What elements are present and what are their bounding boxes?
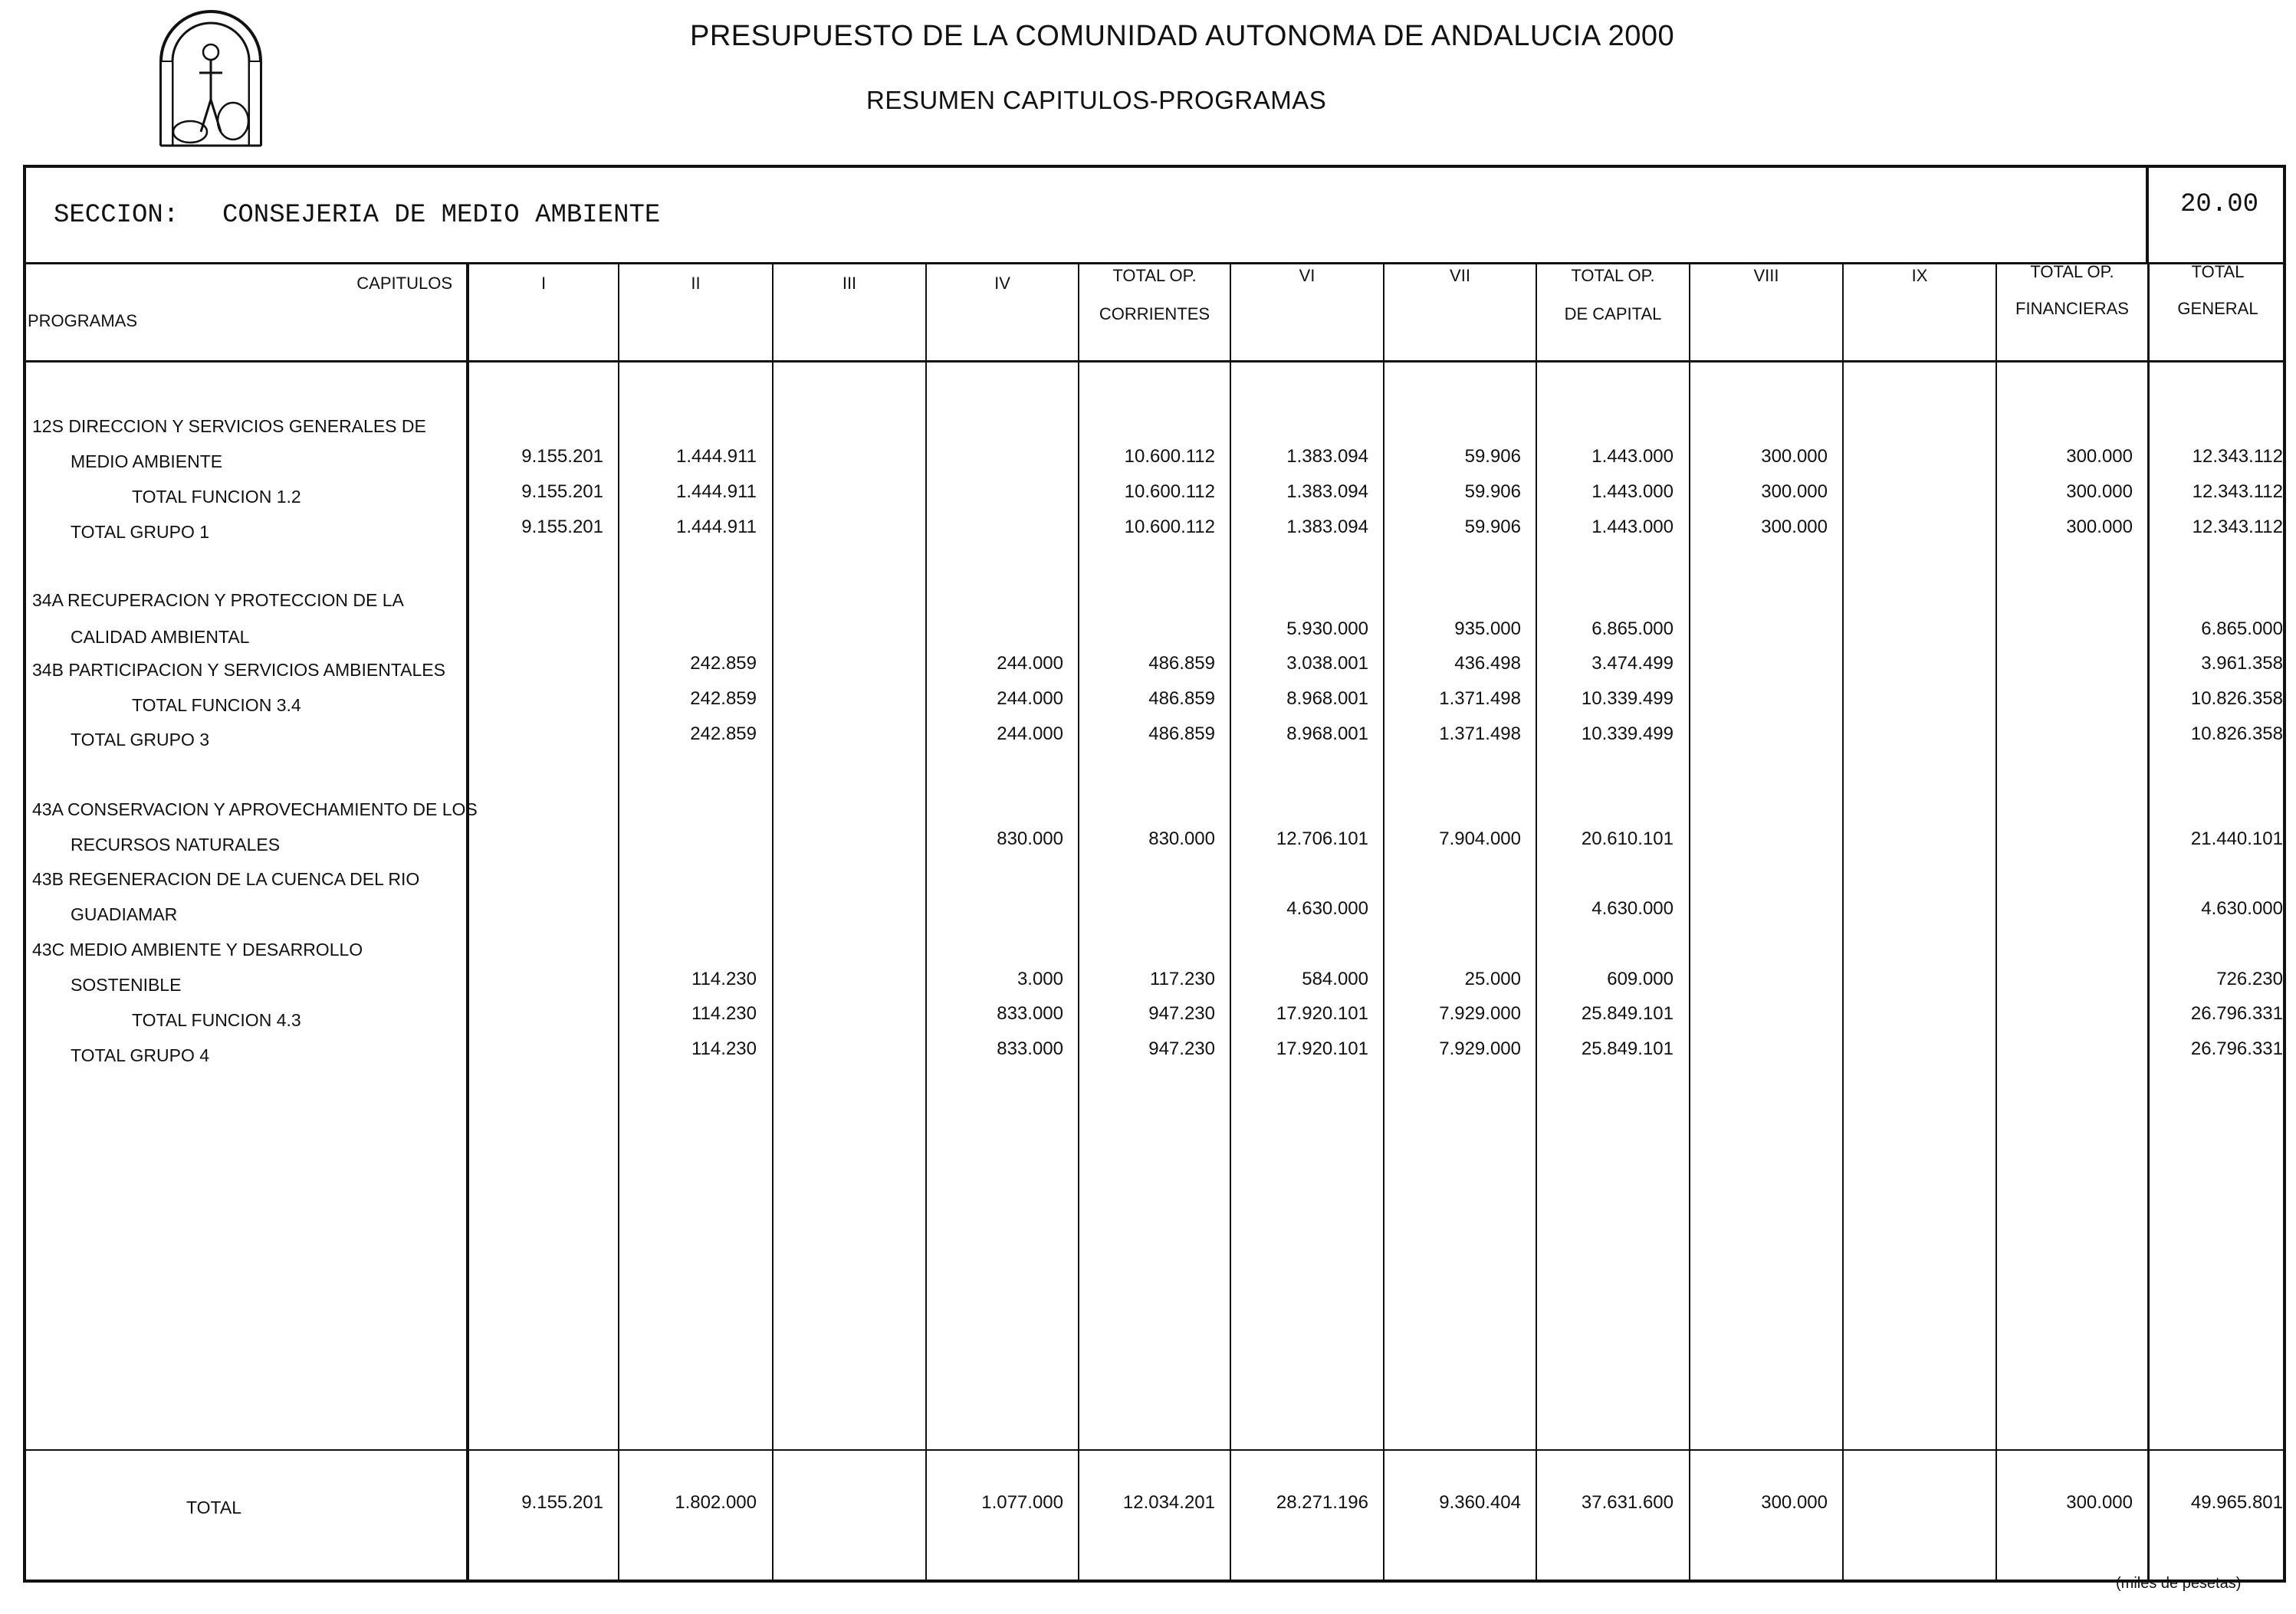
cell-ii: 242.859 — [690, 723, 757, 744]
cell-ii: 114.230 — [691, 969, 757, 989]
total-cell-iv: 1.077.000 — [981, 1492, 1063, 1513]
cell-ii: 1.444.911 — [676, 481, 757, 502]
header-total-capital-1: TOTAL OP. — [1571, 266, 1655, 285]
row-label: 34B PARTICIPACION Y SERVICIOS AMBIENTALES — [32, 660, 445, 680]
cell-tg: 12.343.112 — [2192, 481, 2283, 502]
cell-tg: 12.343.112 — [2192, 446, 2283, 467]
cell-toc: 10.600.112 — [1124, 446, 1215, 467]
cell-vii: 7.929.000 — [1439, 1003, 1521, 1024]
cell-tg: 10.826.358 — [2190, 723, 2283, 744]
header-col-viii: VIII — [1753, 266, 1779, 285]
header-capitulos: CAPITULOS — [356, 274, 452, 293]
cell-i: 9.155.201 — [521, 481, 603, 502]
cell-toc: 117.230 — [1150, 969, 1215, 989]
cell-toc: 486.859 — [1148, 653, 1215, 674]
cell-vii: 59.906 — [1464, 481, 1521, 502]
header-col-ix: IX — [1911, 266, 1928, 285]
cell-vii: 1.371.498 — [1439, 723, 1521, 744]
header-total-corrientes-2: CORRIENTES — [1099, 304, 1210, 323]
section-code: 20.00 — [2180, 190, 2259, 219]
cell-tg: 726.230 — [2216, 969, 2283, 989]
total-cell-i: 9.155.201 — [521, 1492, 603, 1513]
row-label-continuation: CALIDAD AMBIENTAL — [71, 627, 250, 647]
header-col-vi: VI — [1299, 266, 1316, 285]
row-label: TOTAL GRUPO 3 — [71, 730, 210, 750]
header-col-iii: III — [842, 274, 857, 293]
total-cell-ii: 1.802.000 — [675, 1492, 757, 1513]
cell-i: 9.155.201 — [521, 446, 603, 467]
cell-tg: 6.865.000 — [2201, 618, 2283, 639]
header-total-capital-2: DE CAPITAL — [1564, 304, 1662, 323]
cell-tg: 21.440.101 — [2190, 828, 2283, 849]
cell-tcap: 1.443.000 — [1591, 481, 1674, 502]
cell-tcap: 20.610.101 — [1581, 828, 1674, 849]
section-code-divider — [2146, 165, 2149, 264]
cell-vi: 8.968.001 — [1286, 688, 1368, 709]
cell-tcap: 10.339.499 — [1581, 688, 1674, 709]
cell-tcap: 10.339.499 — [1581, 723, 1674, 744]
cell-ii: 242.859 — [690, 688, 757, 709]
cell-toc: 947.230 — [1148, 1038, 1215, 1059]
cell-vii: 7.929.000 — [1439, 1038, 1521, 1059]
cell-vi: 17.920.101 — [1276, 1038, 1368, 1059]
total-cell-tcap: 37.631.600 — [1581, 1492, 1674, 1513]
cell-tcap: 6.865.000 — [1591, 618, 1674, 639]
cell-viii: 300.000 — [1761, 481, 1828, 502]
header-total-general-1: TOTAL — [2191, 262, 2245, 281]
row-label: 43A CONSERVACION Y APROVECHAMIENTO DE LOS — [32, 799, 478, 819]
row-label: TOTAL FUNCION 4.3 — [132, 1010, 301, 1030]
row-label: TOTAL FUNCION 3.4 — [132, 695, 301, 715]
row-label-continuation: MEDIO AMBIENTE — [71, 451, 223, 471]
cell-viii: 300.000 — [1761, 517, 1828, 537]
cell-vi: 1.383.094 — [1286, 517, 1368, 537]
cell-tg: 12.343.112 — [2192, 517, 2283, 537]
total-cell-tg: 49.965.801 — [2190, 1492, 2283, 1513]
cell-tg: 26.796.331 — [2190, 1038, 2283, 1059]
cell-vi: 8.968.001 — [1286, 723, 1368, 744]
cell-viii: 300.000 — [1761, 446, 1828, 467]
cell-tfin: 300.000 — [2066, 446, 2133, 467]
cell-vii: 25.000 — [1464, 969, 1521, 989]
row-label-continuation: SOSTENIBLE — [71, 975, 182, 995]
header-divider — [23, 360, 2286, 362]
cell-vi: 12.706.101 — [1276, 828, 1368, 849]
cell-tg: 4.630.000 — [2201, 898, 2283, 919]
row-label: TOTAL FUNCION 1.2 — [132, 487, 301, 507]
header-total-financieras-2: FINANCIERAS — [2015, 299, 2129, 318]
cell-iv: 244.000 — [997, 653, 1063, 674]
section-label: SECCION: — [54, 201, 179, 230]
cell-vii: 7.904.000 — [1439, 828, 1521, 849]
header-col-iv: IV — [994, 274, 1010, 293]
cell-tfin: 300.000 — [2066, 517, 2133, 537]
section-name: CONSEJERIA DE MEDIO AMBIENTE — [222, 201, 661, 230]
cell-ii: 114.230 — [691, 1003, 757, 1024]
row-label: TOTAL GRUPO 1 — [71, 522, 210, 542]
cell-vi: 3.038.001 — [1286, 653, 1368, 674]
cell-ii: 114.230 — [691, 1038, 757, 1059]
document-title: PRESUPUESTO DE LA COMUNIDAD AUTONOMA DE ANDALUCIA 2000 — [690, 20, 1675, 52]
total-cell-tfin: 300.000 — [2066, 1492, 2133, 1513]
document-subtitle: RESUMEN CAPITULOS-PROGRAMAS — [866, 86, 1327, 114]
cell-tcap: 609.000 — [1607, 969, 1674, 989]
header-col-i: I — [540, 274, 547, 293]
row-label: 12S DIRECCION Y SERVICIOS GENERALES DE — [32, 416, 426, 436]
cell-tcap: 25.849.101 — [1581, 1003, 1674, 1024]
cell-tcap: 4.630.000 — [1591, 898, 1674, 919]
total-cell-toc: 12.034.201 — [1122, 1492, 1215, 1513]
cell-toc: 486.859 — [1148, 688, 1215, 709]
cell-vi: 584.000 — [1302, 969, 1368, 989]
cell-iv: 833.000 — [997, 1038, 1063, 1059]
cell-iv: 244.000 — [997, 723, 1063, 744]
header-total-general-2: GENERAL — [2177, 299, 2258, 318]
cell-tg: 10.826.358 — [2190, 688, 2283, 709]
row-label: 43B REGENERACION DE LA CUENCA DEL RIO — [32, 869, 420, 889]
cell-iv: 833.000 — [997, 1003, 1063, 1024]
total-cell-vi: 28.271.196 — [1276, 1492, 1368, 1513]
row-label-continuation: GUADIAMAR — [71, 904, 178, 924]
cell-tg: 3.961.358 — [2201, 653, 2283, 674]
cell-toc: 10.600.112 — [1124, 517, 1215, 537]
emblem-logo — [153, 0, 268, 153]
total-label: TOTAL — [186, 1498, 241, 1517]
cell-ii: 242.859 — [690, 653, 757, 674]
cell-toc: 830.000 — [1148, 828, 1215, 849]
header-col-vii: VII — [1450, 266, 1470, 285]
cell-tcap: 1.443.000 — [1591, 446, 1674, 467]
cell-vii: 1.371.498 — [1439, 688, 1521, 709]
cell-toc: 10.600.112 — [1124, 481, 1215, 502]
cell-vi: 17.920.101 — [1276, 1003, 1368, 1024]
total-divider — [23, 1449, 2286, 1451]
cell-iv: 244.000 — [997, 688, 1063, 709]
units-footnote: (miles de pesetas) — [2116, 1575, 2242, 1592]
cell-vi: 1.383.094 — [1286, 446, 1368, 467]
cell-tg: 26.796.331 — [2190, 1003, 2283, 1024]
row-label-continuation: RECURSOS NATURALES — [71, 835, 281, 855]
header-programas: PROGRAMAS — [28, 311, 138, 330]
row-label: 34A RECUPERACION Y PROTECCION DE LA — [32, 590, 404, 610]
header-col-ii: II — [691, 274, 701, 293]
cell-vi: 4.630.000 — [1286, 898, 1368, 919]
cell-toc: 947.230 — [1148, 1003, 1215, 1024]
cell-vii: 59.906 — [1464, 517, 1521, 537]
cell-ii: 1.444.911 — [676, 517, 757, 537]
cell-iv: 3.000 — [1017, 969, 1063, 989]
cell-tfin: 300.000 — [2066, 481, 2133, 502]
cell-vii: 59.906 — [1464, 446, 1521, 467]
cell-vii: 436.498 — [1454, 653, 1521, 674]
cell-vi: 5.930.000 — [1286, 618, 1368, 639]
total-cell-viii: 300.000 — [1761, 1492, 1828, 1513]
header-total-corrientes-1: TOTAL OP. — [1112, 266, 1197, 285]
cell-i: 9.155.201 — [521, 517, 603, 537]
cell-tcap: 25.849.101 — [1581, 1038, 1674, 1059]
cell-vii: 935.000 — [1454, 618, 1521, 639]
row-label: 43C MEDIO AMBIENTE Y DESARROLLO — [32, 940, 363, 960]
cell-toc: 486.859 — [1148, 723, 1215, 744]
cell-tcap: 3.474.499 — [1591, 653, 1674, 674]
total-cell-vii: 9.360.404 — [1439, 1492, 1521, 1513]
cell-vi: 1.383.094 — [1286, 481, 1368, 502]
header-total-financieras-1: TOTAL OP. — [2030, 262, 2114, 281]
cell-ii: 1.444.911 — [676, 446, 757, 467]
cell-tcap: 1.443.000 — [1591, 517, 1674, 537]
cell-iv: 830.000 — [997, 828, 1063, 849]
row-label: TOTAL GRUPO 4 — [71, 1045, 210, 1065]
